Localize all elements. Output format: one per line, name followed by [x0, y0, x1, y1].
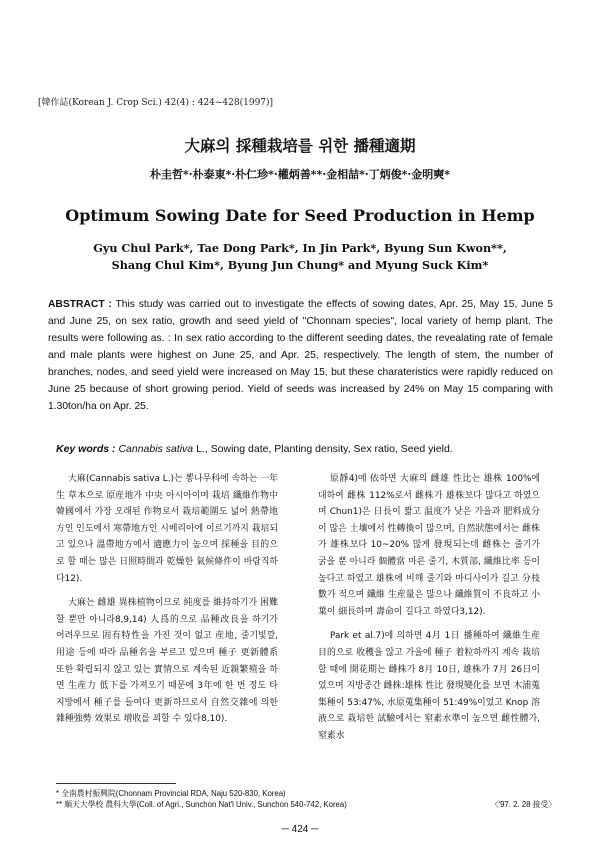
korean-authors: 朴圭哲*·朴泰東*·朴仁珍*·權炳善**·金相喆*·丁炳俊*·金明奭*	[150, 168, 450, 181]
footnote-affiliation-2-text: ** 順天大學校 農科大學(Coll. of Agri., Sunchon Nat'l Univ., Sunchon 540-742, Korea)	[56, 800, 347, 809]
body-column-right	[318, 471, 540, 753]
english-authors	[0, 240, 600, 274]
abstract	[48, 296, 553, 415]
keywords-label: Key words :	[56, 443, 116, 455]
abstract-text: This study was carried out to investigate the effects of sowing dates, Apr. 25, May 15, June 5 and June 25, on sex ratio, growth and seed yield of "Chonnam species", local variety of hemp plant. The results were following as. : In sex ratio according to the different seeding dates, the revealating rate of female and male plants were highest on June 25, and Apr. 25, respectively. The length of stem, the number of branches, nodes, and seed yield were increased on May 15, but these charateristics were rapidly reduced on June 25 because of short growing period. Yield of seeds was increased by 24% on May 15 comparing with 1.30ton/ha on Apr. 25.	[48, 299, 553, 412]
english-authors-line-1: Gyu Chul Park*, Tae Dong Park*, In Jin Park*, Byung Sun Kwon**,	[93, 241, 507, 255]
english-authors-line-2: Shang Chul Kim*, Byung Jun Chung* and Myung Suck Kim*	[111, 258, 489, 272]
korean-title: 大麻의 採種栽培를 위한 播種適期	[184, 136, 416, 155]
body-paragraph: Park et al.7)에 의하면 4月 1日 播種하여 纖維生産 目的으로 收穫을 않고 가을에 種子 着粒하까지 계속 栽培할 때에 開花期는 雌株가 8月 10日, 雄株가 7月 26日이었으며 지방종간 雌株:雄株 性比 發現變化를 보면 木浦蒐集種이 53:47%, 水原蒐集種이 51:49%이었고 Knop 溶液으로 栽培한 試驗에서는 窒素水準이 높으면 雌性體가, 窒素水	[318, 631, 540, 741]
footnote-divider	[56, 783, 176, 784]
footnotes	[56, 788, 556, 810]
page-number: ─ 424 ─	[281, 824, 319, 835]
body-paragraph: 原靜4)에 依하면 大麻의 雌雄 性比는 雄株 100%에 대하여 雌株 112%로서 雌株가 雄株보다 많다고 하였으며 Chun1)은 日長이 짧고 温度가 낮은 가을과 肥料成分이 많은 土壤에서 性轉換이 많으며, 自然狀態에서는 雌株가 雄株보다 10~20% 많게 發現되는데 雌株는 줄기가 굵을 뿐 아니라 個體當 마른 줄기, 木質部, 纖維比率 등이 높다고 하였고 雄株에 비해 줄기와 마디사이가 길고 分枝數가 적으며 纖維 生産量은 많으나 纖維質이 不良하고 小葉이 細長하며 壽命이 길다고 하였다3,12).	[318, 474, 540, 617]
keywords-species: Cannabis sativa	[118, 443, 194, 455]
body-paragraph: 大麻는 雌雄 異株植物이므로 純度를 維持하기가 困難할 뿐만 아니라8,9,14) 人爲的으로 品種改良을 하기가 어려우므로 固有特性을 가진 것이 없고 産地, 줄기빛깔, 用途 등에 따라 品種名을 부르고 있으며 種子 更新體系 또한 확립되지 않고 있는 實情으로 계속된 近親繁殖을 하면 生産力 低下를 가져오기 때문에 3年에 한 번 정도 타 지방에서 種子를 들여다 更新하므로서 自然交雜에 의한 雜種強勢 效果로 增收를 꾀할 수 있다8,10).	[56, 598, 278, 725]
abstract-label: ABSTRACT :	[48, 299, 112, 310]
footnote-affiliation-2	[56, 799, 556, 810]
english-title: Optimum Sowing Date for Seed Production in Hemp	[65, 206, 535, 225]
journal-citation: [韓作誌(Korean J. Crop Sci.) 42(4) : 424~428(1997)]	[38, 98, 274, 108]
body-paragraph: 大麻(Cannabis sativa L.)는 뽕나무科에 속하는 一年生 草本으로 原産地가 中央 아시아이며 栽培 纖維作物中 韓國에서 가장 오래된 作物로서 栽培範圍도 넓어 熱帶地方인 인도에서 寒帶地方인 시베리아에 이르기까지 栽培되고 있으나 溫帶地方에서 適應力이 높으며 採種을 目的으로 할 때는 많은 日照時間과 乾燥한 氣候條件이 바람직하다12).	[56, 474, 278, 584]
body-column-left	[56, 471, 278, 736]
received-date: 〈'97. 2. 28 接受〉	[490, 800, 556, 809]
keywords-text: L., Sowing date, Planting density, Sex ratio, Seed yield.	[193, 443, 453, 455]
keywords	[56, 443, 556, 455]
footnote-affiliation-1: * 全南農村振興院(Chonnam Provincial RDA, Naju 520-830, Korea)	[56, 789, 286, 798]
